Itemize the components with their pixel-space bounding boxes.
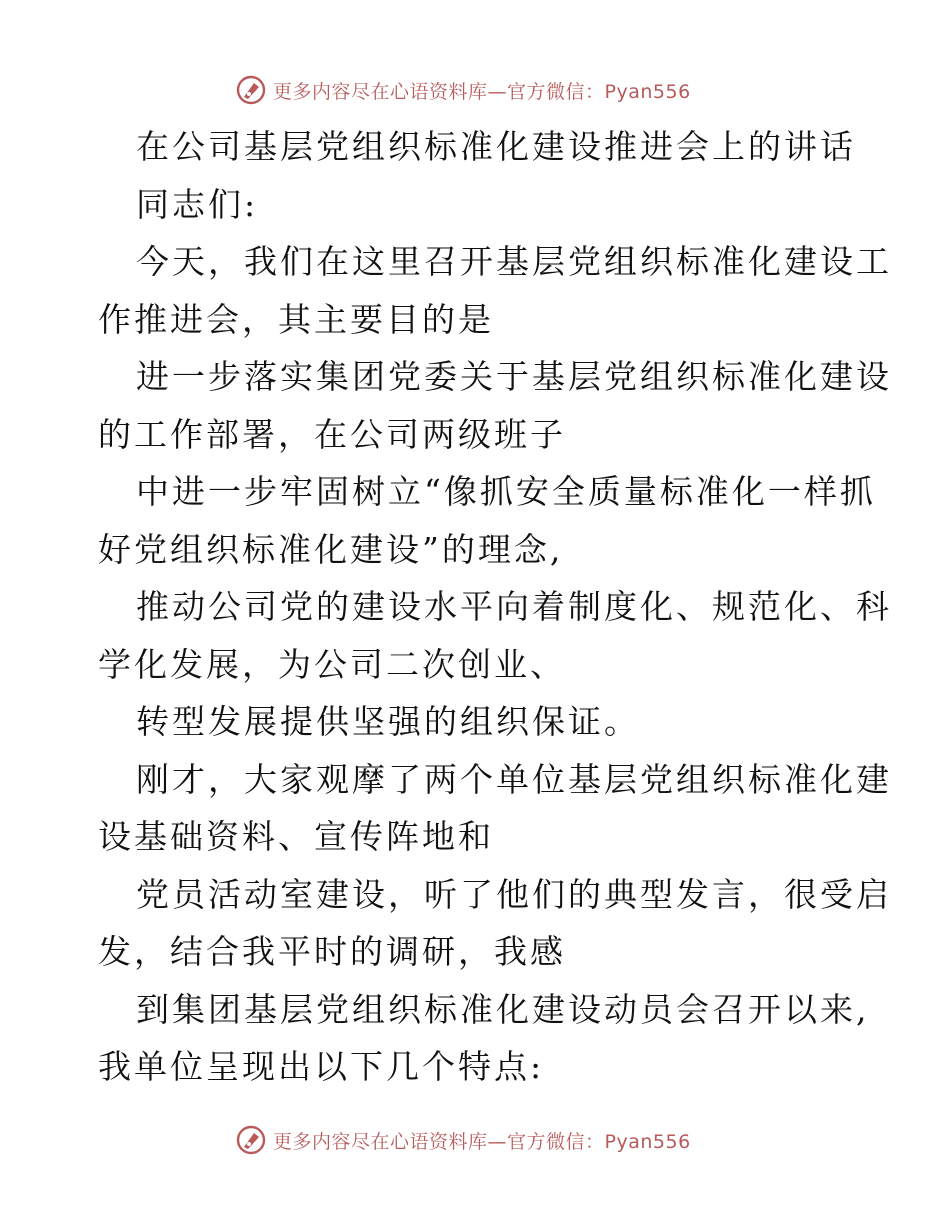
pen-nib-circle-icon bbox=[235, 74, 267, 106]
text-line: 在公司基层党组织标准化建设推进会上的讲话 bbox=[136, 127, 856, 166]
text-line: 同志们: bbox=[136, 184, 259, 224]
text-line: 中进一步牢固树立“像抓安全质量标准化一样抓 bbox=[136, 472, 876, 511]
text-line: 好党组织标准化建设”的理念, bbox=[98, 529, 564, 569]
text-line: 发，结合我平时的调研，我感 bbox=[98, 932, 566, 971]
text-line: 刚才，大家观摩了两个单位基层党组织标准化建 bbox=[136, 759, 892, 799]
text-line: 推动公司党的建设水平向着制度化、规范化、科 bbox=[136, 587, 892, 626]
text-line: 进一步落实集团党委关于基层党组织标准化建设 bbox=[136, 357, 892, 396]
pen-nib-circle-icon bbox=[235, 1124, 267, 1156]
text-line: 党员活动室建设，听了他们的典型发言，很受启 bbox=[136, 874, 892, 914]
text-line: 转型发展提供坚强的组织保证。 bbox=[136, 702, 640, 741]
text-line: 设基础资料、宣传阵地和 bbox=[98, 817, 494, 856]
text-line: 的工作部署，在公司两级班子 bbox=[98, 414, 566, 454]
header-watermark bbox=[235, 72, 735, 108]
text-line: 到集团基层党组织标准化建设动员会召开以来, bbox=[136, 989, 870, 1029]
watermark-text: 更多内容尽在心语资料库—官方微信：Pyan556 bbox=[273, 80, 691, 103]
document-body bbox=[98, 118, 892, 1096]
text-line: 学化发展，为公司二次创业、 bbox=[98, 644, 566, 684]
watermark-text: 更多内容尽在心语资料库—官方微信：Pyan556 bbox=[273, 1130, 691, 1153]
text-line: 今天，我们在这里召开基层党组织标准化建设工 bbox=[136, 242, 892, 281]
footer-watermark bbox=[235, 1122, 735, 1158]
text-line: 作推进会，其主要目的是 bbox=[98, 299, 494, 339]
text-line: 我单位呈现出以下几个特点: bbox=[98, 1047, 545, 1086]
